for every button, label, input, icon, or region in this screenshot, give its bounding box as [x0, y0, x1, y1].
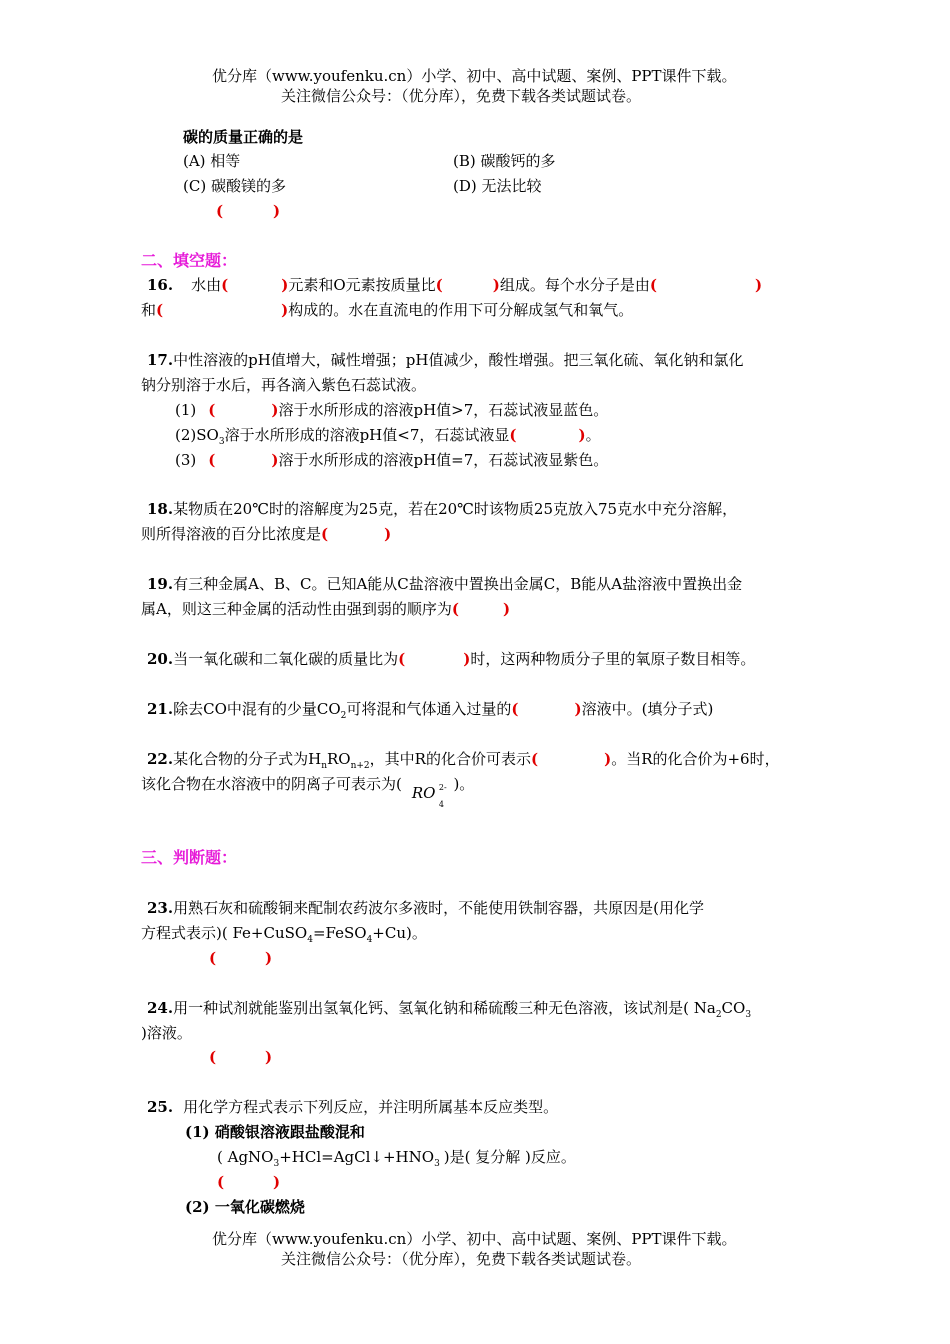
q23-line-1	[147, 898, 704, 918]
header-line-2: 关注微信公众号：（优分库），免费下载各类试题试卷。	[281, 87, 642, 105]
q24-text-1a: 用一种试剂就能鉴别出氢氧化钙、氢氧化钠和稀硫酸三种无色溶液，该试剂是( Na	[173, 999, 716, 1017]
q23-text-2c: +Cu)。	[372, 924, 427, 942]
q17-text-1: 中性溶液的pH值增大，碱性增强；pH值减少，酸性增强。把三氧化硫、氧化钠和氯化	[173, 351, 744, 369]
q21-text-1: 除去CO中混有的少量CO	[173, 700, 341, 718]
q23-text-1: 用熟石灰和硫酸铜来配制农药波尔多液时，不能使用铁制容器，共原因是(用化学	[173, 899, 704, 917]
q24-subscript-2: 3	[745, 1010, 752, 1020]
q17-blank-1-open: (	[208, 401, 216, 419]
q21-number: 21.	[147, 700, 174, 718]
q18-number: 18.	[147, 500, 174, 518]
header-line-1: 优分库（www.youfenku.cn）小学、初中、高中试题、案例、PPT课件下载。	[212, 67, 737, 85]
q25-eq-text-a: ( AgNO	[217, 1148, 274, 1166]
q17-sub-3-number: (3)	[175, 451, 197, 469]
q17-sub-3	[175, 450, 608, 470]
q25-sub-2-heading: (2) 一氧化碳燃烧	[185, 1198, 305, 1216]
q22-text-4: 。当R的化合价为+6时，	[611, 750, 780, 768]
q23-subscript-1: 4	[307, 935, 313, 945]
footer-line-2: 关注微信公众号：（优分库），免费下载各类试题试卷。	[281, 1250, 642, 1268]
footer-line-1: 优分库（www.youfenku.cn）小学、初中、高中试题、案例、PPT课件下载。	[212, 1230, 737, 1248]
q25-sub-1-equation	[217, 1147, 576, 1174]
q23-answer-close: )	[265, 949, 273, 967]
q17-sub-1-text: 溶于水所形成的溶液pH值>7，石蕊试液显蓝色。	[278, 401, 609, 419]
q16-blank-4-open: (	[156, 301, 164, 319]
q20-text-2: 时，这两种物质分子里的氧原子数目相等。	[470, 650, 756, 668]
q24-number: 24.	[147, 999, 174, 1017]
q21-line	[147, 699, 713, 726]
q17-sub-2-text-b: 溶于水所形成的溶液pH值<7，石蕊试液显	[224, 426, 510, 444]
option-c: (C) 碳酸镁的多	[183, 177, 286, 195]
q25-line-1	[147, 1097, 558, 1117]
q19-text-2: 属A，则这三种金属的活动性由强到弱的顺序为	[141, 600, 452, 618]
option-b: (B) 碳酸钙的多	[453, 152, 556, 170]
q19-line-1	[147, 574, 742, 594]
ion-charge: 2-	[438, 783, 447, 792]
q21-text-3: 溶液中。(填分子式)	[581, 700, 714, 718]
section-fill-in-title: 二、填空题：	[141, 251, 238, 270]
q22-text-3: ，其中R的化合价可表示	[369, 750, 531, 768]
q17-blank-2-close: )	[578, 426, 586, 444]
q16-blank-2-close: )	[492, 276, 500, 294]
q16-line-1	[147, 275, 762, 295]
q22-text-1: 某化合物的分子式为H	[173, 750, 322, 768]
q17-sub-2	[175, 425, 601, 452]
q25-sub-1-heading: (1) 硝酸银溶液跟盐酸混和	[185, 1123, 365, 1141]
q19-line-2	[141, 599, 510, 619]
q22-subscript-1: n	[321, 761, 327, 771]
q20-blank-close: )	[463, 650, 471, 668]
q17-number: 17.	[147, 351, 174, 369]
q25-eq-subscript-1: 3	[273, 1159, 280, 1169]
q22-line-1	[147, 749, 780, 776]
q25-eq-text-b: +HCl=AgCl↓+HNO	[279, 1148, 435, 1166]
q16-blank-1-close: )	[281, 276, 289, 294]
q25-number: 25.	[147, 1098, 174, 1116]
q22-number: 22.	[147, 750, 174, 768]
q25-answer-open: (	[217, 1173, 225, 1191]
q17-blank-1-close: )	[271, 401, 279, 419]
q17-sub-1-number: (1)	[175, 401, 197, 419]
q23-subscript-2: 4	[366, 935, 373, 945]
q18-text-1: 某物质在20℃时的溶解度为25克，若在20℃时该物质25克放入75克水中充分溶解，	[173, 500, 738, 518]
q17-sub-2-subscript: 3	[218, 437, 225, 447]
q25-eq-text-c: )是( 复分解 )反应。	[443, 1148, 576, 1166]
q17-sub-3-text: 溶于水所形成的溶液pH值=7，石蕊试液显紫色。	[278, 451, 609, 469]
q16-text-1: 水由	[191, 276, 222, 294]
q21-blank-close: )	[574, 700, 582, 718]
q16-line-2	[141, 300, 633, 320]
q23-text-2b: =FeSO	[312, 924, 367, 942]
ion-subscript: 4	[438, 800, 444, 809]
ion-symbol: RO	[411, 784, 436, 802]
q23-text-2a: 方程式表示)( Fe+CuSO	[141, 924, 308, 942]
option-d: (D) 无法比较	[453, 177, 542, 195]
sulfate-ion-formula	[411, 783, 447, 809]
answer-paren-close: )	[273, 202, 281, 220]
q22-text-5: 该化合物在水溶液中的阴离子可表示为(	[141, 775, 402, 793]
q17-blank-2-open: (	[509, 426, 517, 444]
q24-answer-open: (	[209, 1048, 217, 1066]
q17-line-1	[147, 350, 743, 370]
q18-line-2	[141, 524, 391, 544]
q22-subscript-2: n+2	[350, 761, 370, 771]
q18-blank-open: (	[321, 525, 329, 543]
q18-text-2: 则所得溶液的百分比浓度是	[141, 525, 322, 543]
q20-line	[147, 649, 755, 669]
q22-blank-close: )	[604, 750, 612, 768]
q19-blank-close: )	[502, 600, 511, 618]
q17-sub-2-text-c: 。	[585, 426, 601, 444]
q22-line-2	[141, 774, 475, 809]
q21-subscript: 2	[340, 711, 347, 721]
q22-blank-open: (	[530, 750, 539, 768]
q17-sub-2-text-a: (2)SO	[175, 426, 219, 444]
q24-text-1b: CO	[721, 999, 746, 1017]
q25-eq-subscript-2: 3	[434, 1159, 440, 1169]
question-stem-tail: 碳的质量正确的是	[183, 128, 304, 146]
q21-text-2: 可将混和气体通入过量的	[346, 700, 512, 718]
q19-blank-open: (	[451, 600, 459, 618]
q17-line-2: 钠分别溶于水后，再各滴入紫色石蕊试液。	[141, 376, 427, 394]
answer-paren-open: (	[216, 202, 224, 220]
q23-number: 23.	[147, 899, 174, 917]
q18-line-1	[147, 499, 737, 519]
q16-text-2: 元素和O元素按质量比	[288, 276, 436, 294]
section-judgement-title: 三、判断题：	[141, 848, 238, 867]
q18-blank-close: )	[384, 525, 392, 543]
q17-blank-3-close: )	[271, 451, 279, 469]
q16-blank-4-close: )	[281, 301, 289, 319]
q16-blank-3-open: (	[649, 276, 657, 294]
q16-text-3: 组成。每个水分子是由	[499, 276, 650, 294]
q25-answer-close: )	[273, 1173, 281, 1191]
q17-sub-1	[175, 400, 608, 420]
q24-answer-close: )	[265, 1048, 273, 1066]
q19-text-1: 有三种金属A、B、C。已知A能从C盐溶液中置换出金属C，B能从A盐溶液中置换出金	[173, 575, 743, 593]
q25-stem: 用化学方程式表示下列反应，并注明所属基本反应类型。	[183, 1098, 559, 1116]
q16-blank-1-open: (	[221, 276, 229, 294]
q23-line-2	[141, 923, 427, 950]
q24-subscript-1: 2	[715, 1010, 722, 1020]
option-a: (A) 相等	[183, 152, 241, 170]
q22-text-2: RO	[327, 750, 351, 768]
q16-blank-2-open: (	[435, 276, 443, 294]
q16-text-4: 和	[141, 301, 157, 319]
q20-number: 20.	[147, 650, 174, 668]
q16-number: 16.	[147, 276, 174, 294]
q16-text-5: 构成的。水在直流电的作用下可分解成氢气和氧气。	[288, 301, 634, 319]
q24-line-1	[147, 998, 751, 1025]
q16-blank-3-close: )	[755, 276, 763, 294]
q24-line-2: )溶液。	[141, 1024, 192, 1042]
q21-blank-open: (	[511, 700, 519, 718]
q20-text-1: 当一氧化碳和二氧化碳的质量比为	[173, 650, 399, 668]
q19-number: 19.	[147, 575, 174, 593]
q23-answer-open: (	[209, 949, 217, 967]
q22-text-6: )。	[453, 775, 475, 793]
q20-blank-open: (	[398, 650, 406, 668]
q17-blank-3-open: (	[208, 451, 216, 469]
